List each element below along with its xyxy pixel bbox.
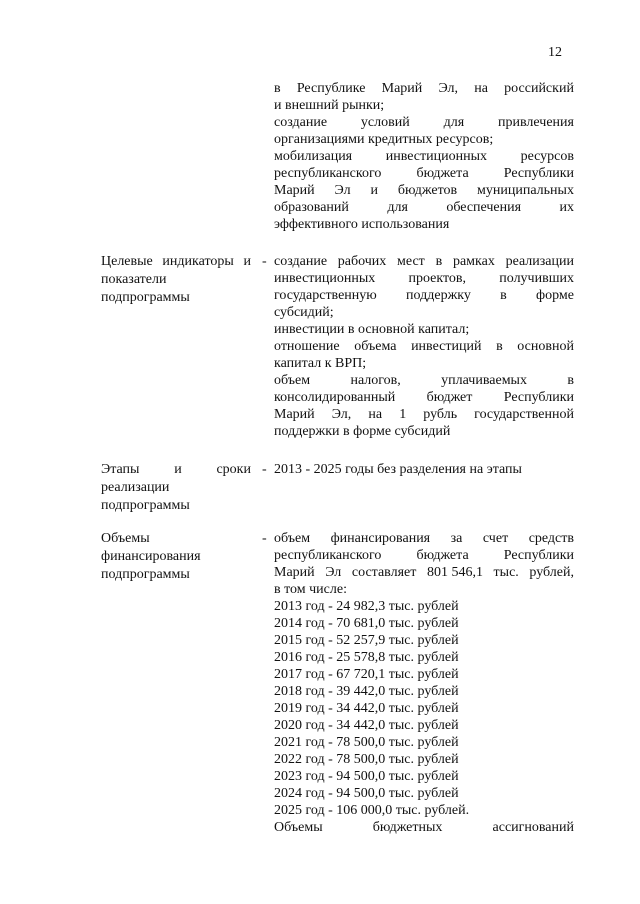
text-line [274, 253, 574, 270]
word: составляет [351, 565, 417, 580]
page-number: 12 [548, 45, 562, 60]
word: объема [354, 339, 397, 354]
text-line [274, 819, 574, 836]
word: инвестиционных [385, 149, 487, 164]
word: муниципальных [477, 183, 574, 198]
word: объем [274, 531, 311, 546]
word: привлечения [498, 115, 574, 130]
funding-intro [274, 530, 574, 598]
text-line [274, 547, 574, 564]
word: республиканского [274, 166, 382, 181]
funding-body [274, 530, 574, 836]
word: российский [504, 81, 574, 96]
word: мобилизация [274, 149, 353, 164]
word: консолидированный [274, 390, 396, 405]
word: ассигнований [492, 820, 574, 835]
text-line [274, 270, 574, 287]
funding-year-item: 2014 год - 70 681,0 тыс. рублей [274, 616, 459, 631]
word: государственную [274, 288, 377, 303]
funding-year-item: 2018 год - 39 442,0 тыс. рублей [274, 684, 459, 699]
text-line [274, 389, 574, 406]
stages-text: 2013 - 2025 годы без разделения на этапы [274, 462, 522, 477]
text-line [274, 564, 574, 581]
funding-year-item: 2013 год - 24 982,3 тыс. рублей [274, 599, 459, 614]
stages-body [274, 461, 574, 478]
stages-label-line1 [101, 461, 251, 479]
funding-year-item: 2019 год - 34 442,0 тыс. рублей [274, 701, 459, 716]
word: рубль [423, 407, 458, 422]
word: объем [274, 373, 311, 388]
word: рублей, [529, 565, 574, 580]
word: отношение [274, 339, 340, 354]
word: счет [482, 531, 509, 546]
word: инвестиционных [274, 271, 376, 286]
word: Республике [296, 81, 366, 96]
text-line [274, 287, 574, 304]
word: средств [528, 531, 574, 546]
word: условий [360, 115, 410, 130]
text-line [274, 338, 574, 355]
text-line [274, 372, 574, 389]
text-line: субсидий; [274, 305, 334, 320]
word: создание [274, 115, 328, 130]
text-line [274, 406, 574, 423]
funding-year-item: 2023 год - 94 500,0 тыс. рублей [274, 769, 459, 784]
indicators-label: Целевые индикаторы и показатели подпрограммы [101, 254, 251, 305]
text-line: капитал к ВРП; [274, 356, 367, 371]
text-line [274, 182, 574, 199]
word: и [174, 462, 182, 477]
word: для [443, 115, 465, 130]
word: бюджетов [397, 183, 458, 198]
word: сроки [216, 462, 251, 477]
word: тыс. [493, 565, 519, 580]
word: в [567, 373, 574, 388]
funding-year-item: 2025 год - 106 000,0 тыс. рублей. [274, 803, 470, 818]
word: 801 546,1 [426, 565, 483, 580]
word: ресурсов [520, 149, 574, 164]
word: государственной [474, 407, 574, 422]
word: Этапы [101, 462, 140, 477]
word: для [387, 200, 408, 215]
funding-year-item: 2015 год - 52 257,9 тыс. рублей [274, 633, 459, 648]
text-line: организациями кредитных ресурсов; [274, 132, 494, 147]
word: республиканского [274, 548, 382, 563]
word: на [368, 407, 383, 422]
word: Марий [274, 407, 315, 422]
text-line [274, 80, 574, 97]
text-line: инвестиции в основной капитал; [274, 322, 470, 337]
word: Республики [503, 390, 574, 405]
text-line [274, 199, 574, 216]
word: Марий [381, 81, 423, 96]
stages-label-rest: реализации подпрограммы [101, 480, 190, 513]
word: Республики [503, 548, 574, 563]
text-line [274, 148, 574, 165]
word: форме [536, 288, 574, 303]
word: бюджетных [372, 820, 443, 835]
word: бюджет [426, 390, 473, 405]
text-line [274, 114, 574, 131]
word: получивших [499, 271, 574, 286]
word: на [474, 81, 488, 96]
word: инвестиций [411, 339, 482, 354]
funding-dash: - [262, 531, 267, 546]
word: Эл, [331, 407, 352, 422]
funding-year-item: 2021 год - 78 500,0 тыс. рублей [274, 735, 459, 750]
word: реализации [505, 254, 574, 269]
word: Эл, [438, 81, 459, 96]
word: финансирования [330, 531, 431, 546]
funding-year-item: 2017 год - 67 720,1 тыс. рублей [274, 667, 459, 682]
text-line: поддержки в форме субсидий [274, 424, 451, 439]
word: в [496, 339, 503, 354]
word: поддержку [406, 288, 471, 303]
word: уплачиваемых [441, 373, 527, 388]
word: рамках [452, 254, 495, 269]
word: налогов, [350, 373, 401, 388]
word: проектов, [408, 271, 467, 286]
word: создание [274, 254, 328, 269]
funding-year-item: 2016 год - 25 578,8 тыс. рублей [274, 650, 459, 665]
word: Республики [503, 166, 574, 181]
funding-last-line [274, 819, 574, 836]
word: Марий [274, 565, 315, 580]
stages-dash: - [262, 462, 267, 477]
funding-year-item: 2022 год - 78 500,0 тыс. рублей [274, 752, 459, 767]
word: Эл [334, 183, 351, 198]
word: 1 [399, 407, 407, 422]
text-line: эффективного использования [274, 217, 450, 232]
word: Эл [325, 565, 342, 580]
funding-years-list [274, 598, 574, 819]
word: основной [517, 339, 574, 354]
funding-year-item: 2024 год - 94 500,0 тыс. рублей [274, 786, 459, 801]
word: и [370, 183, 378, 198]
word: мест [397, 254, 425, 269]
word: Объемы [274, 820, 323, 835]
continuation-body [274, 80, 574, 233]
word: бюджета [416, 548, 469, 563]
word: в [435, 254, 443, 269]
text-line: и внешний рынки; [274, 98, 385, 113]
text-line [274, 530, 574, 547]
word: рабочих [337, 254, 387, 269]
word: бюджета [416, 166, 469, 181]
word: в [274, 81, 281, 96]
word: обеспечения [446, 200, 522, 215]
word: в [500, 288, 507, 303]
word: их [559, 200, 574, 215]
word: за [450, 531, 463, 546]
stages-label [101, 461, 251, 515]
text-line: в том числе: [274, 582, 347, 597]
text-line [274, 165, 574, 182]
word: образований [274, 200, 349, 215]
funding-label: Объемы финансирования подпрограммы [101, 531, 201, 582]
indicators-dash: - [262, 254, 267, 269]
funding-year-item: 2020 год - 34 442,0 тыс. рублей [274, 718, 459, 733]
indicators-body [274, 253, 574, 440]
word: Марий [274, 183, 315, 198]
